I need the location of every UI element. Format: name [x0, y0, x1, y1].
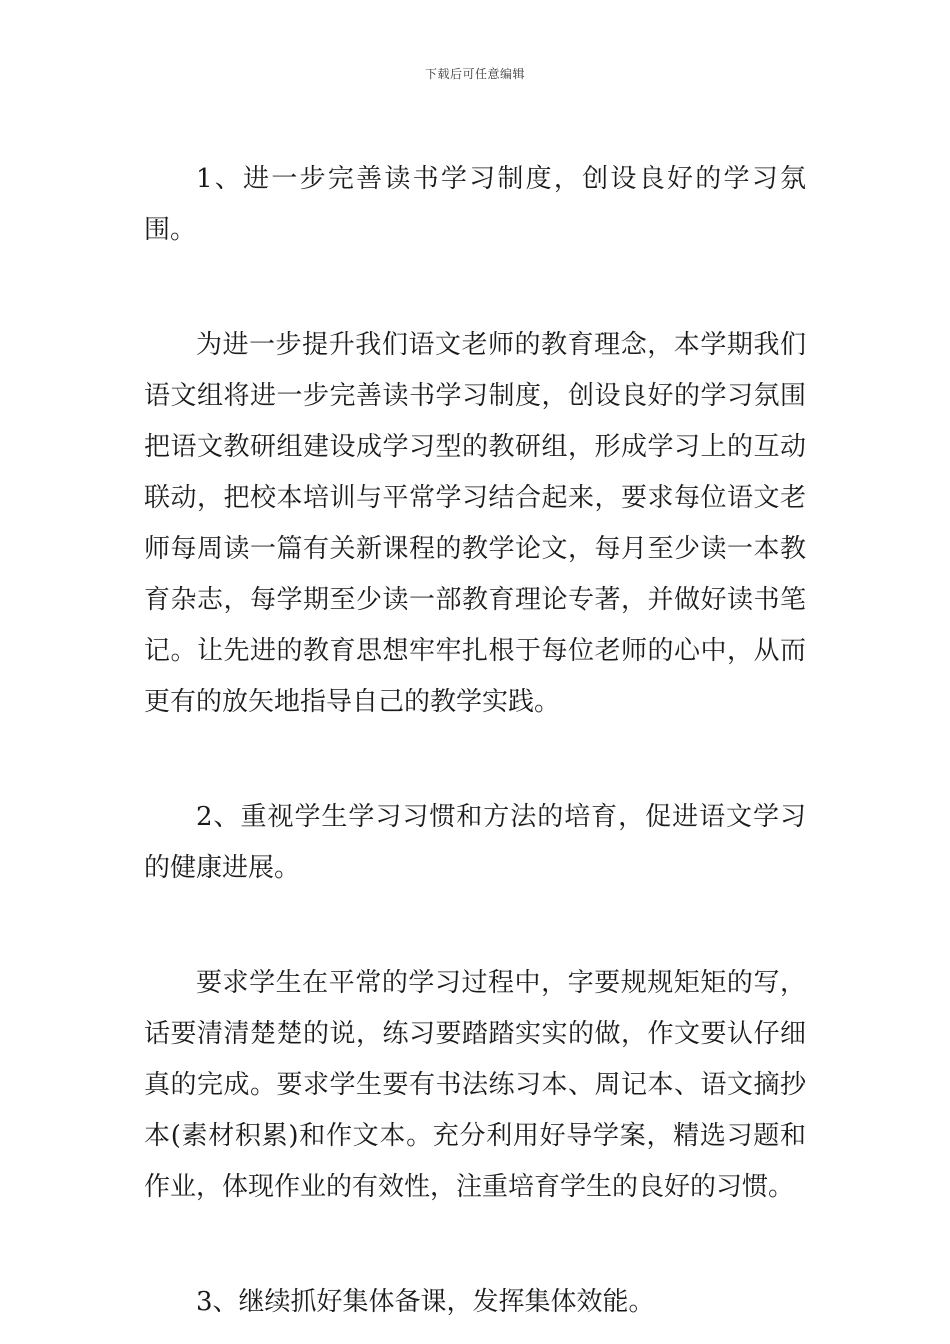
- section-1-heading: 1、进一步完善读书学习制度，创设良好的学习氛围。: [144, 164, 806, 245]
- section-2-heading: 2、重视学生学习习惯和方法的培育，促进语文学习的健康进展。: [144, 802, 806, 883]
- section-1-body: 为进一步提升我们语文老师的教育理念，本学期我们语文组将进一步完善读书学习制度，创设良好的学习氛围把语文教研组建设成学习型的教研组，形成学习上的互动联动，把校本培训与平常学习结合起来，要求每位语文老师每周读一篇有关新课程的教学论文，每月至少读一本教育杂志，每学期至少读一部教育理论专著，并做好读书笔记。让先进的教育思想牢牢扎根于每位老师的心中，从而更有的放矢地指导自己的教学实践。: [144, 330, 806, 717]
- page-header-note: 下载后可任意编辑: [424, 67, 525, 81]
- section-2-body: 要求学生在平常的学习过程中，字要规规矩矩的写，话要清清楚楚的说，练习要踏踏实实的做，作文要认仔细真的完成。要求学生要有书法练习本、周记本、语文摘抄本(素材积累)和作文本。充分利用好导学案，精选习题和作业，体现作业的有效性，注重培育学生的良好的习惯。: [144, 968, 806, 1202]
- document-body: [144, 154, 806, 1328]
- section-3-heading: 3、继续抓好集体备课，发挥集体效能。: [196, 1287, 655, 1317]
